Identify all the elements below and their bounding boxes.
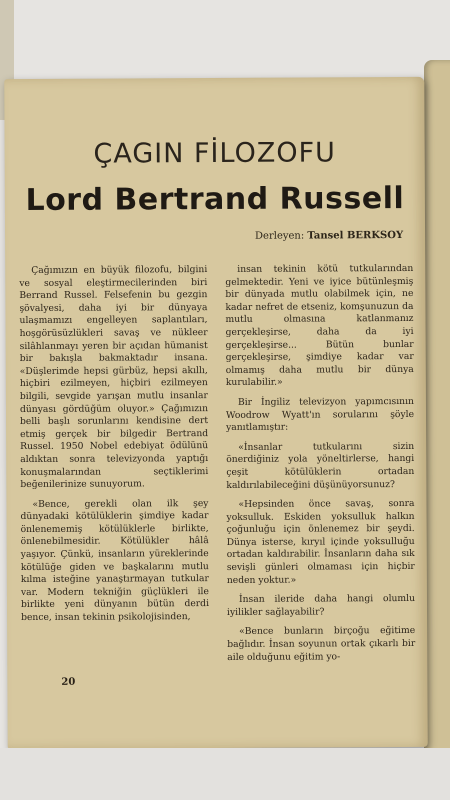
article-title: Lord Bertrand Russell xyxy=(25,181,405,218)
paragraph: «Bence bunların birçoğu eğitime bağlıdır. İnsan soyunun ortak çıkarlı bir aile olduğunu eğitim yo- xyxy=(227,625,416,663)
paragraph: Çağımızın en büyük filozofu, bilgini ve sosyal eleştirmecilerinden biri Berrand Russel. Felsefenin bu gezgin şövalyesi, daha iyi bir dünyaya ulaşmamızı engelleyen saplantıları, hoşgörüsüzlükleri savaş ve nükleer silâhlanmayı yeren bir açıdan hümanist bir bakışla bakmaktadır insana. «Düşlerimde hepsi gürbüz, hepsi akıllı, hiçbiri ezilmeyen, hiçbiri ezilmeyen bilgili, sevgide yarışan mutlu insanlar dünyası gördüğüm oluyor.» Çağımızın belli başlı sorunlarını kendisine dert etmiş gerçek bir bilgedir Bertrand Russel. 1950 Nobel edebiyat ödülünü aldıktan sonra televizyonda yaptığı konuşmalarından seçtiklerimi beğenilerinize sunuyorum. xyxy=(19,264,209,491)
paragraph: «İnsanlar tutkularını sizin önerdiğiniz yola yöneltirlerse, hangi çeşit kötülüklerin ortadan kaldırılabileceğini düşünüyorsunuz? xyxy=(226,440,415,491)
paragraph: insan tekinin kötü tutkularından gelmektedir. Yeni ve iyice bütünleşmiş bir dünyada mutlu olabilmek için, ne kadar nefret de etseniz, komşunuzun da mutlu olmasına katlanmanız gerçekleşirse, daha da iyi gerçekleşirse... Bütün bunlar gerçekleşirse, şimdiye kadar var olmamış daha mutlu bir dünya kurulabilir.» xyxy=(225,262,414,389)
article-kicker: ÇAGIN FİLOZOFU xyxy=(93,137,336,170)
table-surface-bottom xyxy=(0,748,450,800)
left-column xyxy=(19,264,209,632)
page-number: 20 xyxy=(61,676,76,688)
next-page-edge xyxy=(424,60,450,760)
paragraph: İnsan ileride daha hangi olumlu iyilikler sağlayabilir? xyxy=(227,593,416,618)
paragraph: Bir İngiliz televizyon yapımcısının Woodrow Wyatt'ın sorularını şöyle yanıtlamıştır: xyxy=(225,395,415,434)
byline xyxy=(255,230,403,242)
paragraph: «Hepsinden önce savaş, sonra yoksulluk. Eskiden yoksulluk halkın çoğunluğu için önlenemez bir şeydi. Dünya isterse, kıryıl içinde yoksulluğu ortadan kaldırabilir. İnsanların daha sık sevişli günleri olmaması için hiçbir neden yoktur.» xyxy=(226,498,415,586)
right-column xyxy=(225,263,415,671)
magazine-page xyxy=(4,77,428,749)
byline-name: Tansel BERKSOY xyxy=(307,230,404,242)
paragraph: «Bence, gerekli olan ilk şey dünyadaki kötülüklerin şimdiye kadar önlenememiş kötülüklerle birlikte, önlenebilmesidir. Kötülükler hâlâ yaşıyor. Çünkü, insanların yüreklerinde kötülüğe giden ve başkalarını mutlu kılma isteğine yanaştırmayan tutkular var. Modern tekniğin güçlükleri ile birlikte yeni dünyanın bütün derdi bence, insan tekinin psikolojisinden, xyxy=(20,497,210,624)
byline-label: Derleyen: xyxy=(254,230,305,242)
